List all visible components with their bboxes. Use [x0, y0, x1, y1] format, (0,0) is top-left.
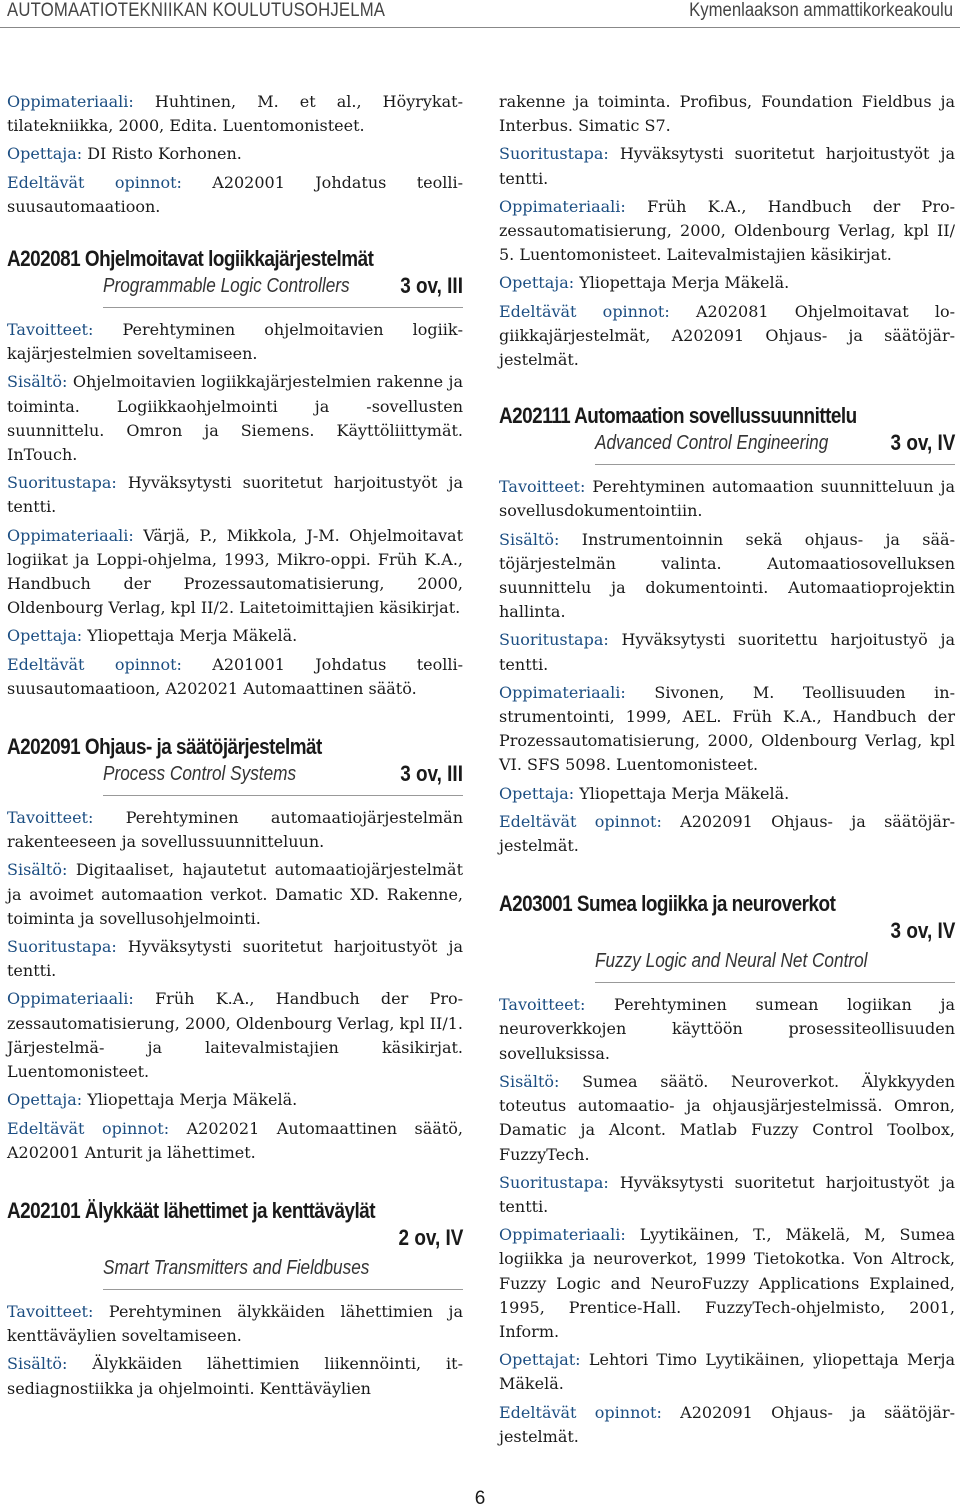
intro-continuation: Oppimateriaali: Huhtinen, M. et al., Höyrykattilatekniikka, 2000, Edita. Luentomonisteet. Opettaja: DI Risto Korhonen. Edeltävät opinnot: A202001 Johdatus teollisuusautomaatioon. — [7, 92, 463, 216]
course-subtitle — [7, 761, 463, 791]
credits-line — [499, 918, 955, 948]
course-title: A202111 Automaation sovellussuunnittelu — [499, 403, 857, 429]
course-a202101: A202101 Älykkäät lähettimet ja kenttäväylät 2 ov, IV Smart Transmitters and Fieldbuses Tavoitteet: Perehtyminen älykkäiden lähettimien ja kenttäväylien soveltamiseen. Sisältö: Älykkäiden lähettimien liikennöinti, itsediagnostiikka ja ohjelmointi. Kenttäväylien — [7, 1197, 463, 1398]
divider — [103, 307, 463, 308]
divider — [595, 464, 955, 465]
credits: 3 ov, IV — [890, 918, 955, 944]
course-title: A202081 Ohjelmoitavat logiikkajärjestelmät — [7, 246, 374, 272]
divider — [103, 1289, 463, 1290]
course-a202111: A202111 Automaation sovellussuunnittelu Advanced Control Engineering 3 ov, IV Tavoitteet: Perehtyminen automaation suunnitteluun ja sovellusdokumentointiin. Sisältö: Instrumentoinnin sekä ohjaus- ja säätöjärjestelmän valinta. Automaatiosovelluksen suunnittelu ja dokumentointi. Automaatioprojektin hallinta. Suoritustapa: Hyväksytysti suoritettu harjoitustyö ja tentti. Oppimateriaali: Sivonen, M. Teollisuuden instrumentointi, 1999, AEL. Früh K.A., Handbuch der Prozessautomatisierung, 2000, Oldenbourg Verlag, kpl VI. SFS 5098. Luentomonisteet. Opettaja: Yliopettaja Merja Mäkelä. Edeltävät opinnot: A202091 Ohjaus- ja säätöjärjestelmät. — [499, 403, 955, 856]
credits: 3 ov, IV — [890, 430, 955, 456]
credits: 3 ov, III — [400, 761, 463, 787]
english-title: Fuzzy Logic and Neural Net Control — [595, 950, 868, 973]
course-subtitle — [7, 1255, 463, 1285]
right-column — [499, 90, 955, 1453]
credits-line — [7, 1225, 463, 1255]
course-a203001: A203001 Sumea logiikka ja neuroverkot 3 ov, IV Fuzzy Logic and Neural Net Control Tavoitteet: Perehtyminen sumean logiikan ja neuroverkkojen käyttöön prosessiteollisuuden sovelluksissa. Sisältö: Sumea säätö. Neuroverkot. Älykkyyden toteutus automaatio- ja ohjausjärjestelmissä. Omron, Damatic ja Alcont. Matlab Fuzzy Control Toolbox, FuzzyTech. Suoritustapa: Hyväksytysti suoritetut harjoitustyöt ja tentti. Oppimateriaali: Lyytikäinen, T., Mäkelä, M, Sumea logiikka ja neuroverkot, 1999 Tietokotka. Von Altrock, Fuzzy Logic and NeuroFuzzy Applications Explained, 1995, Prentice-Hall. FuzzyTech-ohjelmisto, 2001, Inform. Opettajat: Lehtori Timo Lyytikäinen, yliopettaja Merja Mäkelä. Edeltävät opinnot: A202091 Ohjaus- ja säätöjärjestelmät. — [499, 891, 955, 1446]
page-number: 6 — [474, 1488, 486, 1509]
course-subtitle — [7, 273, 463, 303]
course-title: A203001 Sumea logiikka ja neuroverkot — [499, 891, 836, 917]
running-header — [0, 0, 960, 27]
header-rule — [0, 27, 960, 28]
course-a202101-continued: rakenne ja toiminta. Profibus, Foundation Fieldbus ja Interbus. Simatic S7. Suoritustapa: Hyväksytysti suoritetut harjoitustyöt ja tentti. Oppimateriaali: Früh K.A., Handbuch der Prozessautomatisierung, 2000, Oldenbourg Verlag, kpl II/ 5. Luentomonisteet. Laitevalmistajien käsikirjat. Opettaja: Yliopettaja Merja Mäkelä. Edeltävät opinnot: A202081 Ohjelmoitavat logiikkajärjestelmät, A202091 Ohjaus- ja säätöjärjestelmät. — [499, 92, 956, 370]
course-a202081: A202081 Ohjelmoitavat logiikkajärjestelmät Programmable Logic Controllers 3 ov, III Tavoitteet: Perehtyminen ohjelmoitavien logiikkajärjestelmien soveltamiseen. Sisältö: Ohjelmoitavien logiikkajärjestelmien rakenne ja toiminta. Logiikkaohjelmointi ja -sovellusten suunnittelu. Omron ja Siemens. Käyttöliittymät. InTouch. Suoritustapa: Hyväksytysti suoritetut harjoitustyöt ja tentti. Oppimateriaali: Värjä, P., Mikkola, J-M. Ohjelmoitavat logiikat ja Loppi-ohjelma, 1993, Mikro-oppi. Früh K.A., Handbuch der Prozessautomatisierung, 2000, Oldenbourg Verlag, kpl II/2. Laitetoimittajien käsikirjat. Opettaja: Yliopettaja Merja Mäkelä. Edeltävät opinnot: A201001 Johdatus teollisuusautomaatioon, A202021 Automaattinen säätö. — [7, 246, 463, 698]
left-column — [7, 90, 463, 1405]
english-title: Advanced Control Engineering — [595, 432, 829, 455]
course-subtitle — [499, 948, 955, 978]
credits: 3 ov, III — [400, 273, 463, 299]
english-title: Process Control Systems — [103, 763, 297, 786]
english-title: Smart Transmitters and Fieldbuses — [103, 1256, 370, 1279]
institution-name: Kymenlaakson ammattikorkeakoulu — [689, 0, 954, 21]
english-title: Programmable Logic Controllers — [103, 275, 350, 298]
course-subtitle — [499, 430, 955, 460]
course-title: A202101 Älykkäät lähettimet ja kenttäväylät — [7, 1197, 375, 1223]
divider — [595, 982, 955, 983]
program-title: AUTOMAATIOTEKNIIKAN KOULUTUSOHJELMA — [7, 0, 386, 21]
course-a202091: A202091 Ohjaus- ja säätöjärjestelmät Process Control Systems 3 ov, III Tavoitteet: Perehtyminen automaatiojärjestelmän rakenteeseen ja sovellussuunnitteluun. Sisältö: Digitaaliset, hajautetut automaatiojärjestelmät ja avoimet automaation verkot. Damatic XD. Rakenne, toiminta ja sovellusohjelmointi. Suoritustapa: Hyväksytysti suoritetut harjoitustyöt ja tentti. Oppimateriaali: Früh K.A., Handbuch der Prozessautomatisierung, 2000, Oldenbourg Verlag, kpl II/1. Järjestelmä- ja laitevalmistajien käsikirjat. Luentomonisteet. Opettaja: Yliopettaja Merja Mäkelä. Edeltävät opinnot: A202021 Automaattinen säätö, A202001 Anturit ja lähettimet. — [7, 734, 463, 1162]
credits: 2 ov, IV — [398, 1224, 463, 1250]
course-title: A202091 Ohjaus- ja säätöjärjestelmät — [7, 734, 322, 760]
divider — [103, 795, 463, 796]
